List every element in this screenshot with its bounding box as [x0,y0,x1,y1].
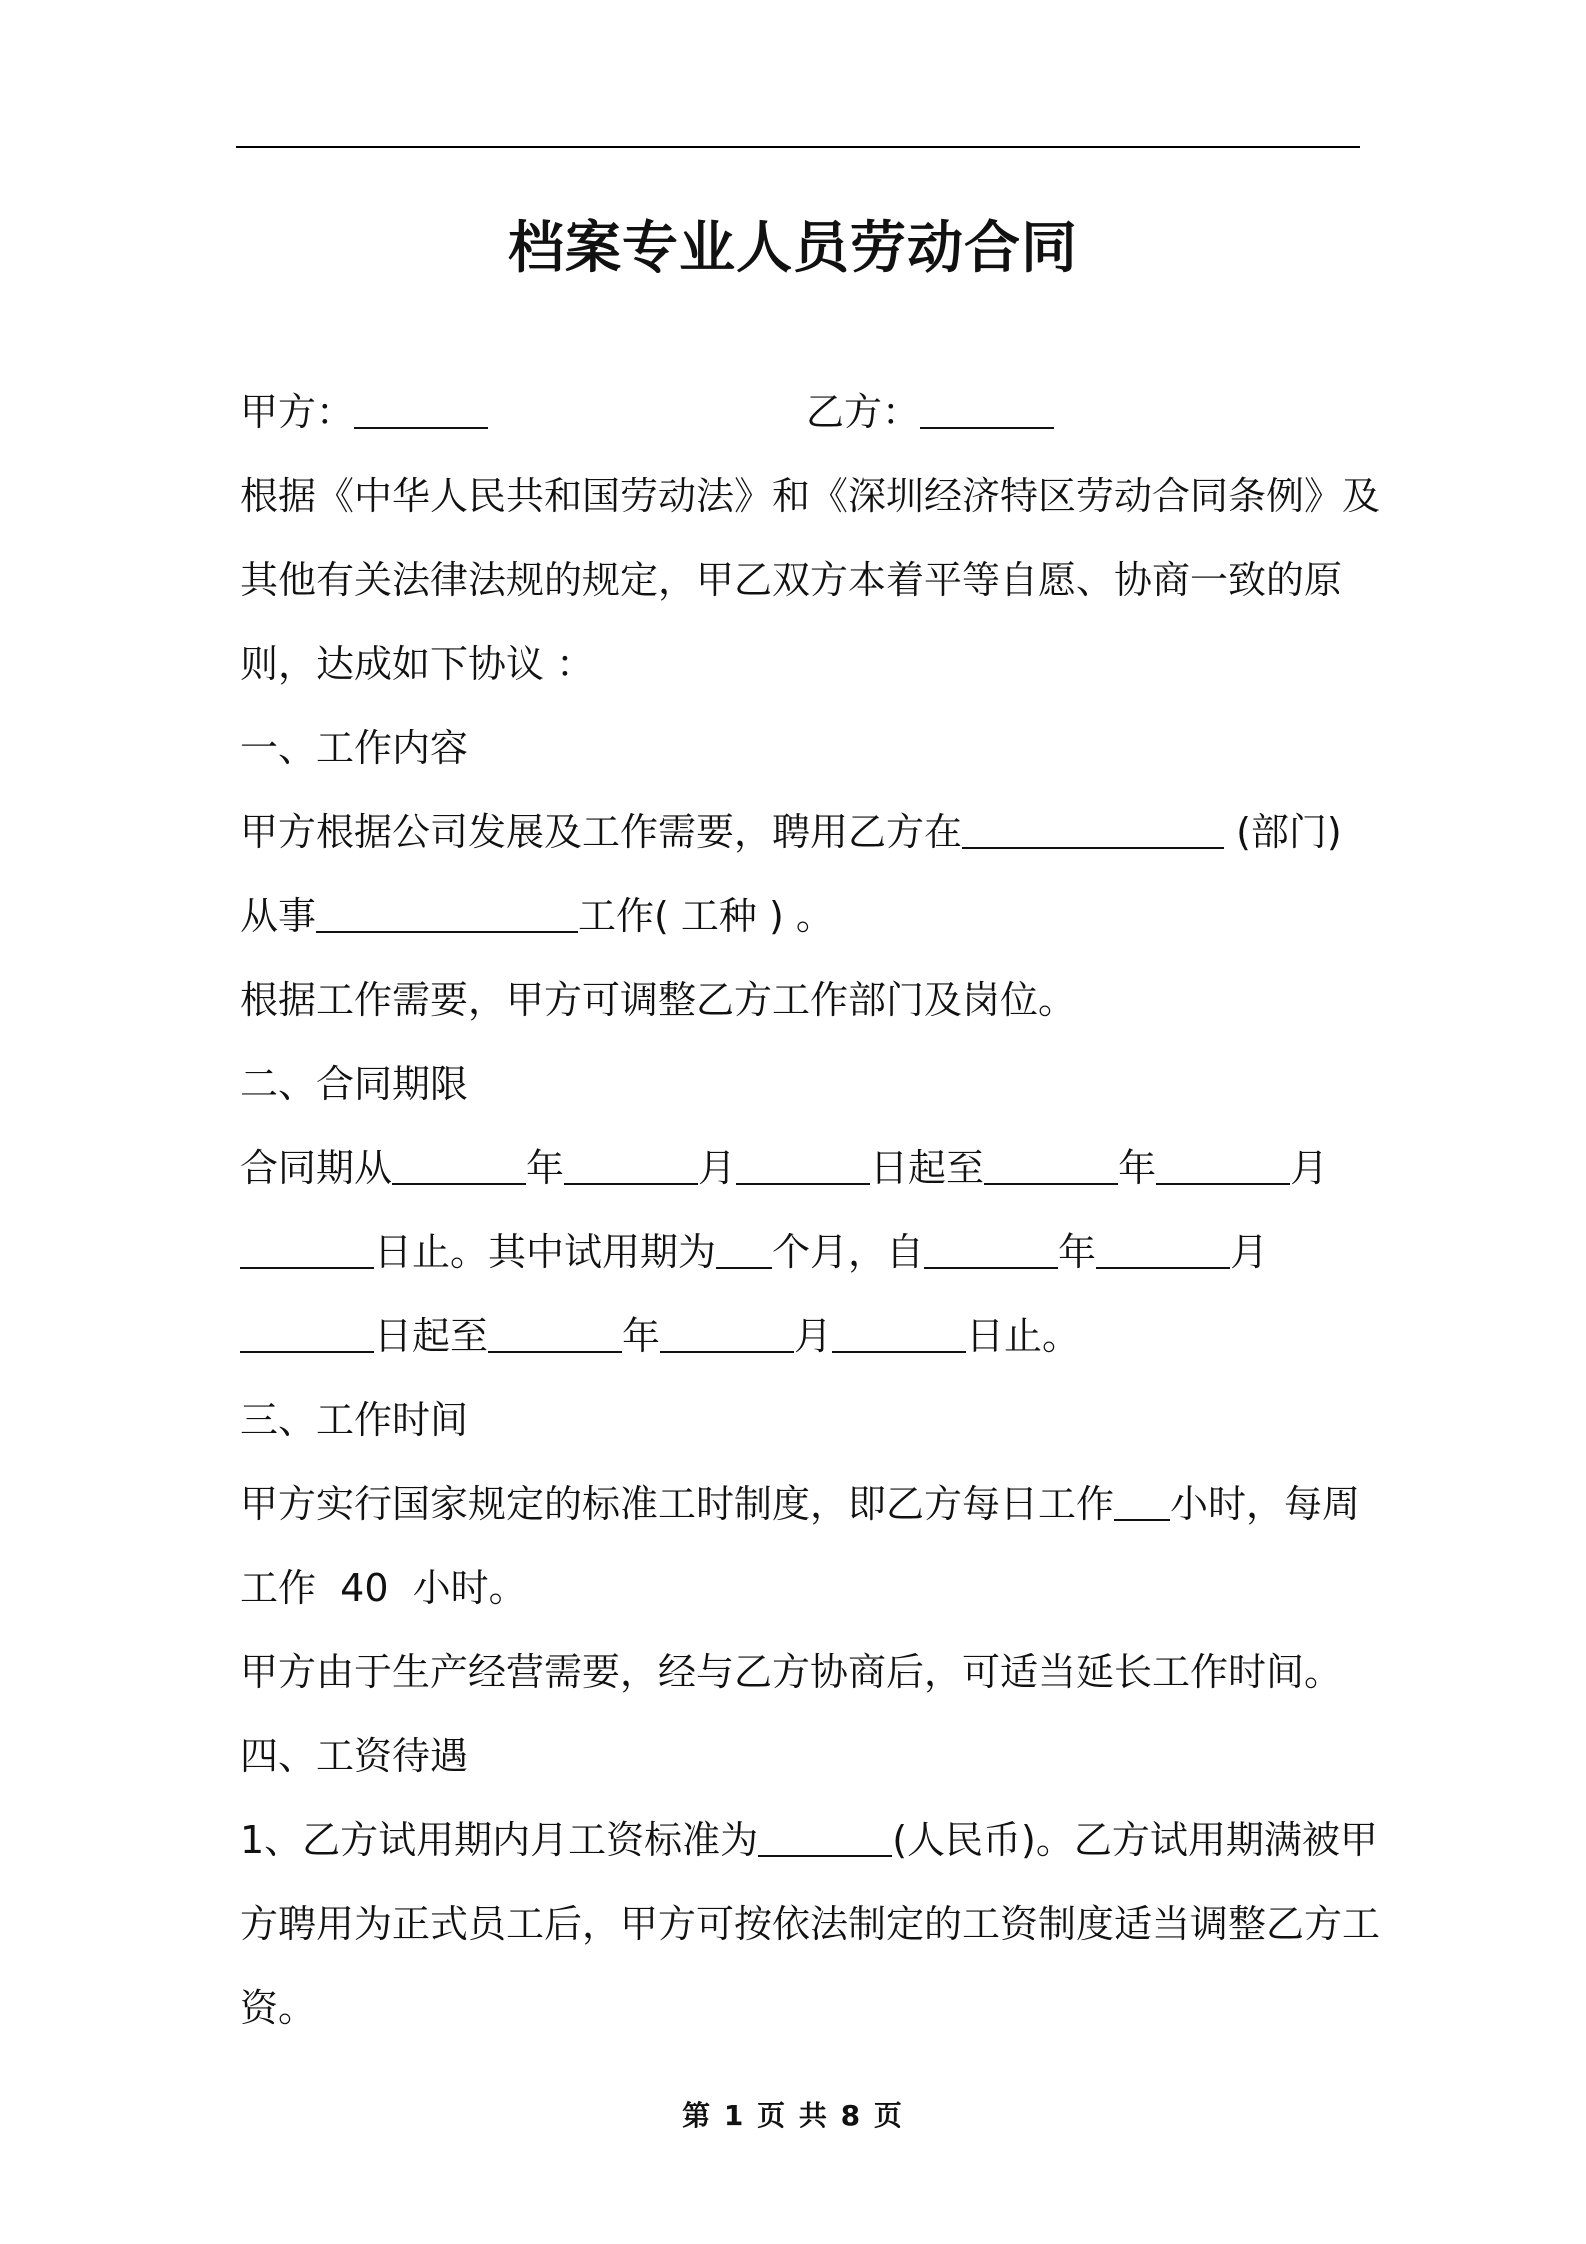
text: 年 [1058,1230,1097,1274]
text: 小时，每周 [1170,1482,1361,1526]
text: 日起至 [374,1314,489,1358]
paragraph-line: 方聘用为正式员工后，甲方可按依法制定的工资制度适当调整乙方工 [240,1902,1381,1946]
section-heading: 一、工作内容 [240,726,469,770]
months-blank [716,1267,772,1269]
paragraph-line [240,1798,1378,1882]
date-blank [564,1183,698,1185]
date-blank [736,1183,870,1185]
text: 月 [1230,1230,1269,1274]
date-blank [240,1267,374,1269]
hours-blank [1114,1519,1170,1521]
intro-line-2: 其他有关法律法规的规定，甲乙双方本着平等自愿、协商一致的原 [240,558,1343,602]
date-blank [832,1351,966,1353]
date-blank [488,1351,622,1353]
text: 月 [794,1314,833,1358]
text: 1、乙方试用期内月工资标准为 [240,1818,759,1862]
date-blank [1096,1267,1230,1269]
intro-line-3: 则，达成如下协议 ： [240,642,595,686]
party-b-label: 乙方： [806,390,921,434]
paragraph-line: 资。 [240,1986,317,2030]
text: 甲方根据公司发展及工作需要，聘用乙方在 [240,810,963,854]
date-blank [392,1183,526,1185]
paragraph-line: 甲方由于生产经营需要，经与乙方协商后，可适当延长工作时间。 [240,1650,1343,1694]
paragraph-line [240,1126,1360,1210]
document-title: 档案专业人员劳动合同 [508,216,1078,281]
text: 年 [1118,1146,1157,1190]
text: 日止。 [374,1230,489,1274]
parties-line [240,370,1360,454]
paragraph-line [240,1210,1360,1294]
party-b-blank [920,427,1054,429]
section-heading: 四、工资待遇 [240,1734,469,1778]
date-blank [1156,1183,1290,1185]
text: 年 [526,1146,565,1190]
department-blank [962,847,1224,849]
page-footer: 第 1 页 共 8 页 [682,2099,904,2132]
section-heading: 二、合同期限 [240,1062,469,1106]
text: 个月，自 [772,1230,925,1274]
text: 日起至 [870,1146,985,1190]
paragraph-line: 根据工作需要，甲方可调整乙方工作部门及岗位。 [240,978,1077,1022]
paragraph-line [240,1462,1360,1546]
text: 甲方实行国家规定的标准工时制度，即乙方每日工作 [240,1482,1115,1526]
header-rule [236,146,1360,148]
paragraph-line [240,790,1360,874]
date-blank [660,1351,794,1353]
paragraph-line: 工作 40 小时。 [240,1566,527,1610]
party-a-blank [354,427,488,429]
text: 日止。 [966,1314,1081,1358]
salary-blank [758,1855,892,1857]
paragraph-line [240,874,1360,958]
paragraph-line [240,1294,1360,1378]
text: 年 [622,1314,661,1358]
section-heading: 三、工作时间 [240,1398,469,1442]
document-body [240,370,1381,2050]
text: (部门) [1236,810,1342,854]
date-blank [924,1267,1058,1269]
intro-line-1: 根据《中华人民共和国劳动法》和《深圳经济特区劳动合同条例》及 [240,474,1381,518]
date-blank [984,1183,1118,1185]
text: 从事 [240,894,317,938]
text: 月 [698,1146,737,1190]
text: 月 [1290,1146,1329,1190]
date-blank [240,1351,374,1353]
text: 合同期从 [240,1146,393,1190]
text: (人民币)。乙方试用期满被甲 [892,1818,1378,1862]
party-a-label: 甲方： [240,390,355,434]
text: 工作( 工种 ) 。 [578,894,834,938]
text: 其中试用期为 [488,1230,717,1274]
job-blank [316,931,578,933]
